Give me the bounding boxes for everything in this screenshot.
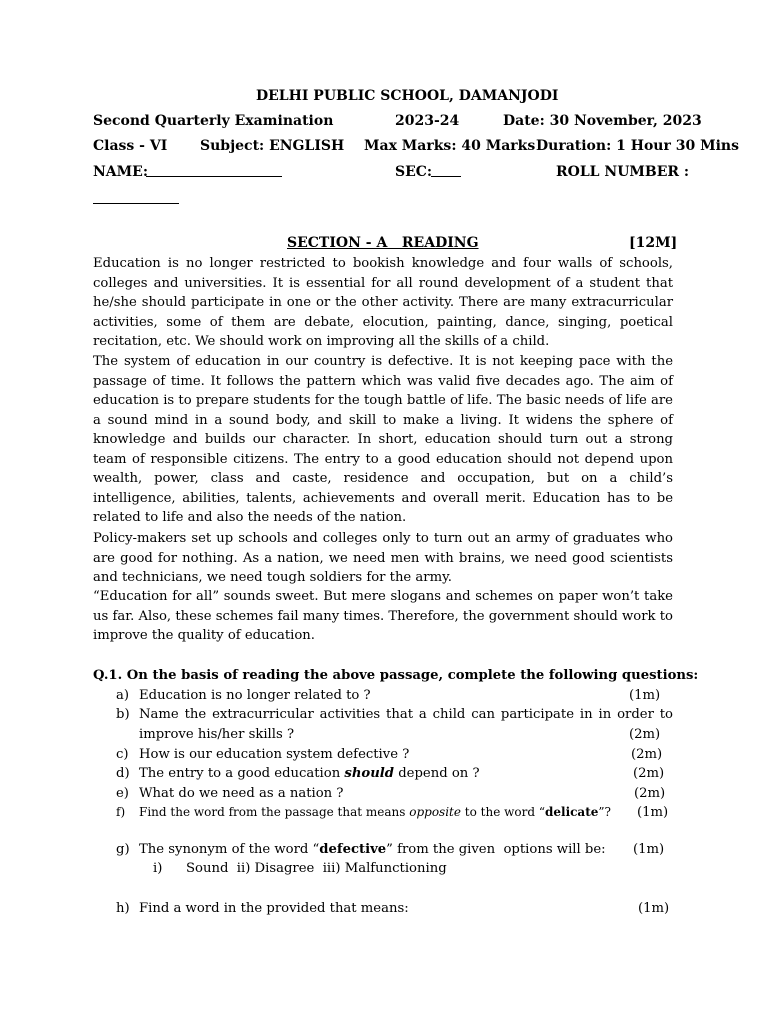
q1b-text-line-2: improve his/her skills ? xyxy=(139,727,295,742)
q1g-text-bold: defective xyxy=(319,842,387,857)
max-marks-label: Max Marks: 40 Marks xyxy=(364,138,536,154)
q1b-label: b) xyxy=(116,707,130,722)
q1h-marks: (1m) xyxy=(638,901,670,916)
q1d-label: d) xyxy=(116,766,130,781)
q1f-text-pre: Find the word from the passage that means xyxy=(139,805,410,819)
exam-name: Second Quarterly Examination xyxy=(93,113,334,129)
q1g-options-text: Sound ii) Disagree iii) Malfunctioning xyxy=(186,861,447,876)
q1f-text-bold: delicate xyxy=(544,805,599,819)
school-name: DELHI PUBLIC SCHOOL, DAMANJODI xyxy=(256,88,559,104)
q1d-text xyxy=(139,764,480,784)
q1c-text: How is our education system defective ? xyxy=(139,747,410,762)
subject-label: Subject: ENGLISH xyxy=(200,138,345,154)
passage-paragraph-3: Policy-makers set up schools and colleges only to turn out an army of graduates who are good for nothing. As a nation, we need men with brains, we need good scientists and technicians, we need tough soldiers for the army. xyxy=(93,531,673,586)
q1h-label: h) xyxy=(116,901,130,916)
q1g-text-pre: The synonym of the word “ xyxy=(139,842,320,857)
q1d-text-post: depend on ? xyxy=(394,766,480,781)
exam-session: 2023-24 xyxy=(395,113,460,129)
q1a-marks: (1m) xyxy=(629,688,661,703)
q1g-marks: (1m) xyxy=(633,842,665,857)
class-label: Class - VI xyxy=(93,138,168,154)
roll-number-label: ROLL NUMBER : xyxy=(556,164,690,180)
q1d-text-pre: The entry to a good education xyxy=(139,766,345,781)
q1g-label: g) xyxy=(116,842,130,857)
roll-number-blank xyxy=(93,191,179,204)
q1e-marks: (2m) xyxy=(634,786,666,801)
q1f-text-emph: opposite xyxy=(409,805,461,819)
q1f-text xyxy=(139,803,611,823)
section-label: SEC: xyxy=(395,164,433,180)
q1a-label: a) xyxy=(116,688,130,703)
passage-paragraph-2: The system of education in our country is defective. It is not keeping pace with the passage of time. It follows the pattern which was valid five decades ago. The aim of education is to prepare students for the tough battle of life. The basic needs of life are a sound mind in a sound body, and skill to make a living. It widens the sphere of knowledge and builds our character. In short, education should turn out a strong team of responsible citizens. The entry to a good education should not depend upon wealth, power, class and caste, residence and occupation, but on a child’s intelligence, abilities, talents, achievements and overall merit. Education has to be related to life and also the needs of the nation. xyxy=(93,354,673,526)
q1c-marks: (2m) xyxy=(631,747,663,762)
exam-date: Date: 30 November, 2023 xyxy=(503,113,702,129)
q1b-text-line-1: Name the extracurricular activities that a child can participate in in order to xyxy=(139,707,673,722)
section-blank xyxy=(431,164,461,177)
q1f-label: f) xyxy=(116,805,126,819)
q1e-text: What do we need as a nation ? xyxy=(139,786,344,801)
q1g-text-post: ” from the given options will be: xyxy=(386,842,606,857)
section-title: SECTION - A READING xyxy=(287,235,479,251)
name-blank xyxy=(146,164,282,177)
q1f-text-mid: to the word “ xyxy=(460,805,545,819)
q1f-marks: (1m) xyxy=(637,805,669,820)
q1g-text xyxy=(139,840,606,860)
q1b-marks: (2m) xyxy=(629,727,661,742)
q1c-label: c) xyxy=(116,747,129,762)
name-label: NAME: xyxy=(93,164,148,180)
q1a-text: Education is no longer related to ? xyxy=(139,688,371,703)
question-1-heading: Q.1. On the basis of reading the above passage, complete the following questions: xyxy=(93,668,699,683)
passage-paragraph-4: “Education for all” sounds sweet. But mere slogans and schemes on paper won’t take us far. Also, these schemes fail many times. Therefore, the government should work to improve the quality of education. xyxy=(93,589,673,644)
section-marks: [12M] xyxy=(629,235,678,251)
duration-label: Duration: 1 Hour 30 Mins xyxy=(536,138,739,154)
q1e-label: e) xyxy=(116,786,129,801)
q1d-text-emph: should xyxy=(344,766,395,781)
q1d-marks: (2m) xyxy=(633,766,665,781)
q1f-text-post: ”? xyxy=(598,805,611,819)
q1h-text: Find a word in the provided that means: xyxy=(139,901,409,916)
passage-paragraph-1: Education is no longer restricted to bookish knowledge and four walls of schools, colleges and universities. It is essential for all round development of a student that he/she should participate in one or the other activity. There are many extracurricular activities, some of them are debate, elocution, painting, dance, singing, poetical recitation, etc. We should work on improving all the skills of a child. xyxy=(93,256,673,350)
q1g-options-label: i) xyxy=(153,861,163,876)
